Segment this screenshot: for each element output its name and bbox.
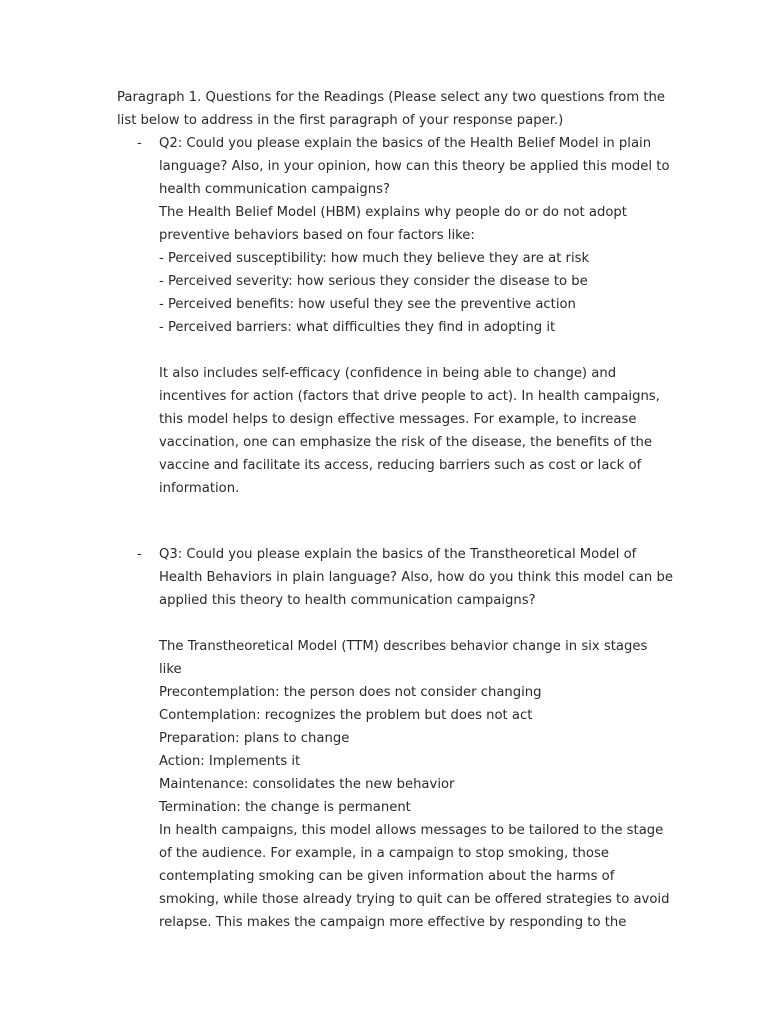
q3-answer-line: of the audience. For example, in a campaign to stop smoking, those: [159, 846, 609, 861]
q3-stage: Precontemplation: the person does not consider changing: [159, 685, 542, 700]
q3-question-line: applied this theory to health communication campaigns?: [159, 593, 536, 608]
blank-line: [159, 339, 654, 362]
q3-stage: Preparation: plans to change: [159, 731, 350, 746]
q2-question-line: language? Also, in your opinion, how can this theory be applied this model to: [159, 159, 670, 174]
q3-answer-line: In health campaigns, this model allows messages to be tailored to the stage: [159, 823, 664, 838]
q2-question-line: health communication campaigns?: [159, 182, 391, 197]
q2-answer-line: vaccine and facilitate its access, reducing barriers such as cost or lack of: [159, 458, 642, 473]
q2-answer-line: vaccination, one can emphasize the risk of the disease, the benefits of the: [159, 435, 652, 450]
q3-answer-line: like: [159, 662, 182, 677]
intro-line: list below to address in the first paragraph of your response paper.): [117, 113, 564, 128]
intro-paragraph: [117, 86, 666, 132]
intro-line: Paragraph 1. Questions for the Readings (Please select any two questions from the: [117, 90, 666, 105]
q3-answer-line: smoking, while those already trying to quit can be offered strategies to avoid: [159, 892, 670, 907]
q2-answer-line: incentives for action (factors that drive people to act). In health campaigns,: [159, 389, 660, 404]
q2-answer-line: this model helps to design effective messages. For example, to increase: [159, 412, 637, 427]
q3-stage: Contemplation: recognizes the problem but does not act: [159, 708, 533, 723]
q3-answer-line: contemplating smoking can be given information about the harms of: [159, 869, 615, 884]
q2-question-line: Q2: Could you please explain the basics of the Health Belief Model in plain: [159, 136, 652, 151]
q3-answer-line: relapse. This makes the campaign more effective by responding to the: [159, 915, 627, 930]
q3-stage: Action: Implements it: [159, 754, 301, 769]
q3-body: [159, 543, 673, 934]
q3-question-line: Health Behaviors in plain language? Also, how do you think this model can be: [159, 570, 673, 585]
q2-factor: - Perceived severity: how serious they consider the disease to be: [159, 274, 588, 289]
q3-stage: Termination: the change is permanent: [159, 800, 411, 815]
q2-body: [159, 132, 670, 500]
q2-answer-line: preventive behaviors based on four factors like:: [159, 228, 475, 243]
q3-question-line: Q3: Could you please explain the basics of the Transtheoretical Model of: [159, 547, 637, 562]
q2-factor: - Perceived benefits: how useful they see the preventive action: [159, 297, 576, 312]
bullet-dash: -: [137, 136, 142, 151]
q2-answer-line: It also includes self-efficacy (confidence in being able to change) and: [159, 366, 617, 381]
bullet-dash: -: [137, 547, 142, 562]
q3-answer-line: The Transtheoretical Model (TTM) describes behavior change in six stages: [159, 639, 648, 654]
q2-answer-line: The Health Belief Model (HBM) explains why people do or do not adopt: [159, 205, 627, 220]
blank-line: [159, 612, 654, 635]
q2-answer-line: information.: [159, 481, 240, 496]
q3-stage: Maintenance: consolidates the new behavior: [159, 777, 455, 792]
q2-factor: - Perceived barriers: what difficulties they find in adopting it: [159, 320, 556, 335]
q2-factor: - Perceived susceptibility: how much they believe they are at risk: [159, 251, 590, 266]
